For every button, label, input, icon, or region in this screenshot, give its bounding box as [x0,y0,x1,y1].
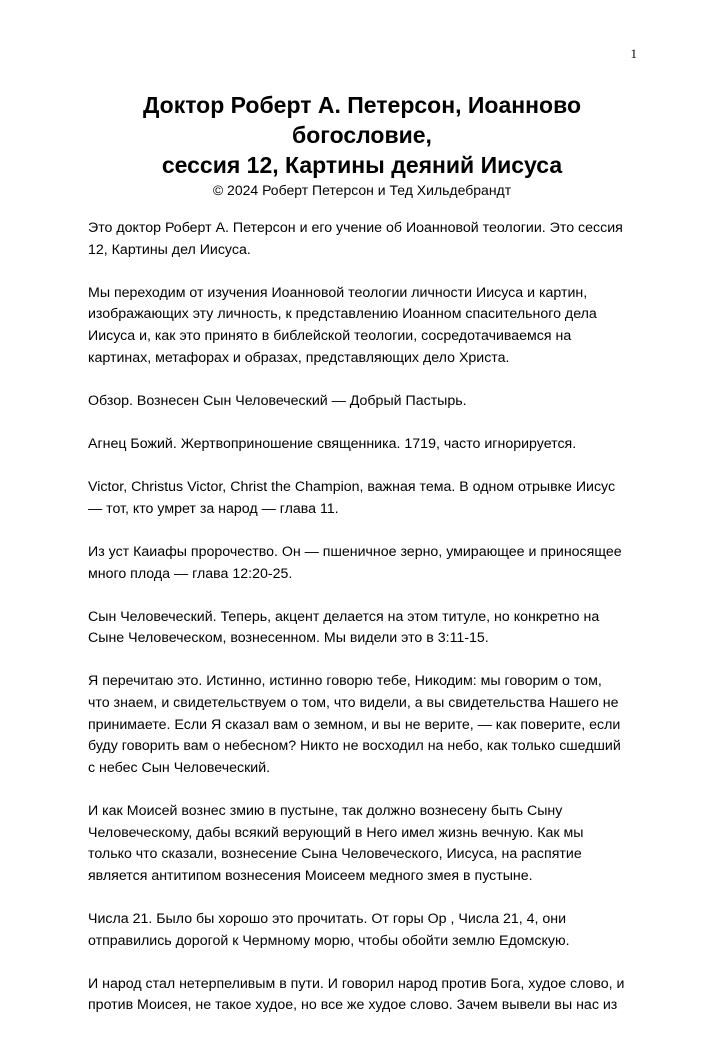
paragraph-line: картинах, метафорах и образах, представляющих дело Христа. [88,349,510,366]
paragraph-line: Агнец Божий. Жертвоприношение священника. 1719, часто игнорируется. [88,435,577,452]
paragraph [88,909,648,952]
paragraph [88,542,648,585]
body-text [88,218,648,1039]
paragraph-line: отправились дорогой к Чермному морю, чтобы обойти землю Едомскую. [88,932,570,949]
document-title-line-3: сессия 12, Картины деяний Иисуса [161,152,563,178]
paragraph [88,391,648,413]
paragraph-line: много плода — глава 12:20-25. [88,565,293,582]
paragraph-line: Из уст Каиафы пророчество. Он — пшеничное зерно, умирающее и приносящее [88,543,622,560]
paragraph-line: Обзор. Вознесен Сын Человеческий — Добрый Пастырь. [88,392,467,409]
paragraph-line: Мы переходим от изучения Иоанновой теологии личности Иисуса и картин, [88,284,588,301]
paragraph [88,671,648,779]
paragraph-line: Числа 21. Было бы хорошо это прочитать. От горы Ор , Числа 21, 4, они [88,911,567,927]
paragraph-line: 12, Картины дел Иисуса. [88,241,251,258]
paragraph [88,283,648,369]
paragraph-line: Victor, Christus Victor, Christ the Champion, важная тема. В одном отрывке Иисус [88,479,616,496]
paragraph-line: является антитипом вознесения Моисеем медного змея в пустыне. [88,867,533,884]
paragraph-line: изображающих эту личность, к представлению Иоанном спасительного дела [88,306,597,323]
paragraph-line: Человеческому, дабы всякий верующий в Него имел жизнь вечную. Как мы [88,824,584,841]
title-block [0,90,724,199]
paragraph [88,607,648,650]
paragraph-line: что знаем, и свидетельствуем о том, что видели, а вы свидетельства Нашего не [88,695,619,712]
paragraph-line: Сын Человеческий. Теперь, акцент делается на этом титуле, но конкретно на [88,608,600,625]
page-number: 1 [630,46,637,61]
paragraph-line: буду говорить вам о небесном? Никто не восходил на небо, как только сшедший [88,738,621,755]
paragraph-line: Сыне Человеческом, вознесенном. Мы видели это в 3:11-15. [88,630,489,647]
paragraph-line: — тот, кто умрет за народ — глава 11. [88,500,339,517]
document-title-line-1: Доктор Роберт А. Петерсон, Иоанново [142,92,581,118]
paragraph [88,218,648,261]
paragraph [88,974,648,1017]
paragraph [88,477,648,520]
paragraph-line: только что сказали, вознесение Сына Человеческого, Иисуса, на распятие [88,846,582,863]
paragraph-line: Иисуса и, как это принято в библейской теологии, сосредотачиваемся на [88,327,572,344]
paragraph [88,434,648,456]
paragraph-line: с небес Сын Человеческий. [88,759,271,776]
paragraph-line: И народ стал нетерпеливым в пути. И говорил народ против Бога, худое слово, и [88,975,625,992]
paragraph-line: Это доктор Роберт А. Петерсон и его учение об Иоанновой теологии. Это сессия [88,220,623,236]
paragraph [88,801,648,887]
paragraph-line: Я перечитаю это. Истинно, истинно говорю тебе, Никодим: мы говорим о том, [88,673,602,690]
paragraph-line: против Моисея, не такое худое, но все же худое слово. Зачем вывели вы нас из [88,997,618,1014]
document-title-line-2: богословие, [292,122,432,148]
paragraph-line: И как Моисей вознес змию в пустыне, так должно вознесену быть Сыну [88,803,563,820]
paragraph-line: принимаете. Если Я сказал вам о земном, и вы не верите, — как поверите, если [88,716,621,733]
copyright-line: © 2024 Роберт Петерсон и Тед Хильдебрандт [212,182,512,198]
